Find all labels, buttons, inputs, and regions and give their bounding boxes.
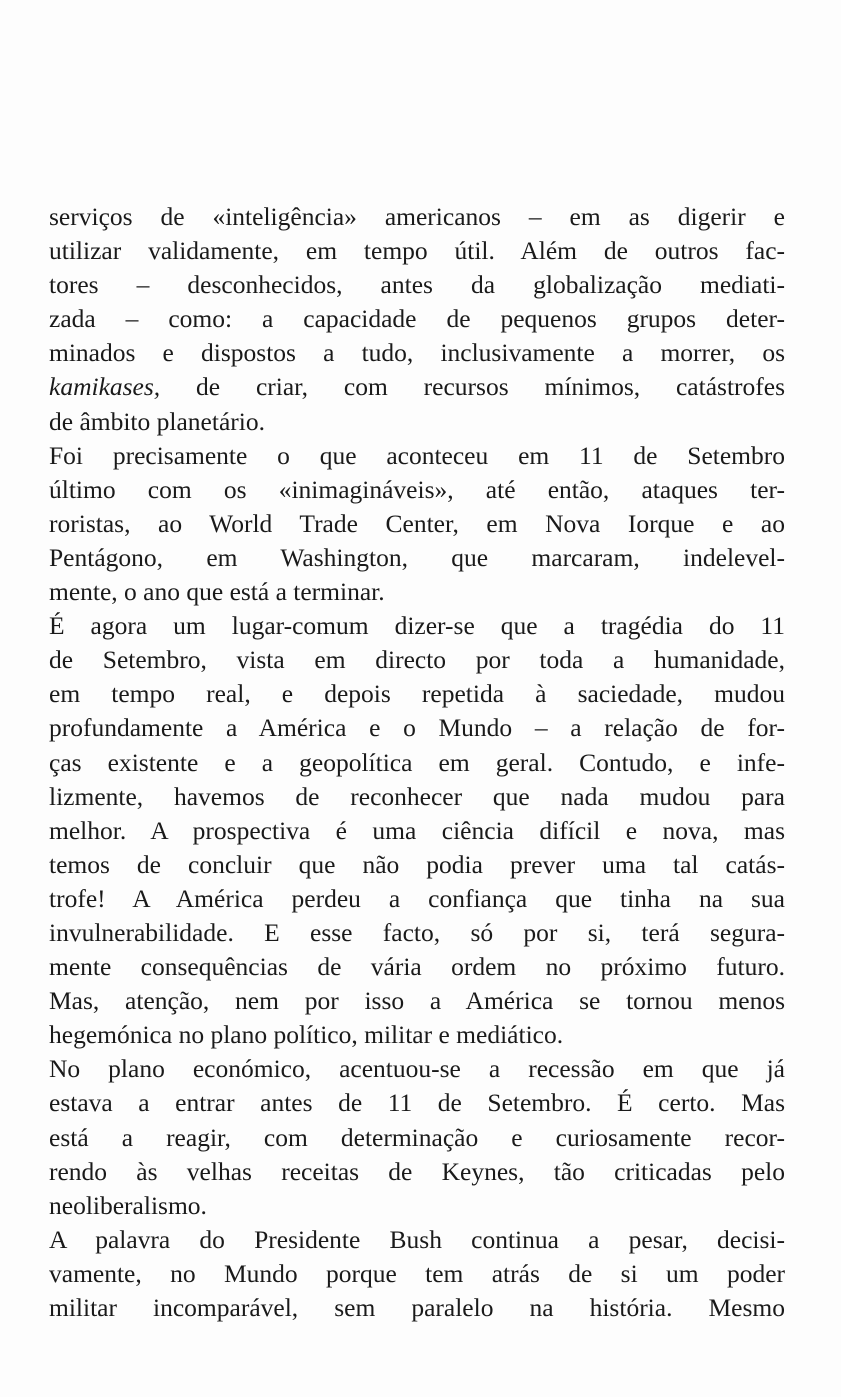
text-line: lizmente, havemos de reconhecer que nada mudou para bbox=[49, 781, 785, 811]
text-line: Foi precisamente o que aconteceu em 11 de Setembro bbox=[49, 440, 785, 470]
text-line: No plano económico, acentuou-se a recessão em que já bbox=[49, 1054, 785, 1084]
text-line: zada – como: a capacidade de pequenos grupos deter- bbox=[49, 304, 785, 334]
text-line: invulnerabilidade. E esse facto, só por si, terá segura- bbox=[49, 917, 785, 947]
text-line: serviços de «inteligência» americanos – em as digerir e bbox=[49, 202, 785, 231]
text-line: minados e dispostos a tudo, inclusivamente a morrer, os bbox=[49, 338, 785, 368]
paragraph-4 bbox=[49, 1052, 785, 1222]
paragraph-3 bbox=[49, 609, 785, 1052]
paragraph-2 bbox=[49, 439, 785, 609]
text-line: em tempo real, e depois repetida à saciedade, mudou bbox=[49, 679, 785, 709]
text-line: mente, o ano que está a terminar. bbox=[49, 577, 385, 607]
text-line: temos de concluir que não podia prever uma tal catás- bbox=[49, 849, 785, 879]
text-line: hegemónica no plano político, militar e mediático. bbox=[49, 1020, 564, 1050]
text-line: kamikases, de criar, com recursos mínimos, catástrofes bbox=[49, 372, 785, 402]
text-line: utilizar validamente, em tempo útil. Além de outros fac- bbox=[49, 236, 785, 266]
text-line: melhor. A prospectiva é uma ciência difícil e nova, mas bbox=[49, 815, 785, 845]
text-line: tores – desconhecidos, antes da globalização mediati- bbox=[49, 270, 785, 300]
text-line: trofe! A América perdeu a confiança que tinha na sua bbox=[49, 883, 785, 913]
text-line: Pentágono, em Washington, que marcaram, indelevel- bbox=[49, 542, 785, 572]
text-line: está a reagir, com determinação e curiosamente recor- bbox=[49, 1122, 785, 1152]
text-line: A palavra do Presidente Bush continua a pesar, decisi- bbox=[49, 1224, 785, 1254]
text-line: último com os «inimagináveis», até então, ataques ter- bbox=[49, 474, 785, 504]
text-line: Mas, atenção, nem por isso a América se tornou menos bbox=[49, 986, 785, 1016]
text-line: de Setembro, vista em directo por toda a humanidade, bbox=[49, 645, 785, 675]
text-line: vamente, no Mundo porque tem atrás de si um poder bbox=[49, 1258, 785, 1288]
text-line: militar incomparável, sem paralelo na história. Mesmo bbox=[49, 1293, 785, 1322]
paragraph-1 bbox=[49, 200, 785, 439]
text-line: rendo às velhas receitas de Keynes, tão criticadas pelo bbox=[49, 1156, 785, 1186]
italic-term: kamikases, bbox=[49, 372, 161, 402]
text-line: neoliberalismo. bbox=[49, 1190, 207, 1220]
text-line: de âmbito planetário. bbox=[49, 406, 265, 436]
text-line: estava a entrar antes de 11 de Setembro. É certo. Mas bbox=[49, 1088, 785, 1118]
body-text bbox=[49, 200, 785, 1325]
text-line: É agora um lugar-comum dizer-se que a tragédia do 11 bbox=[49, 611, 785, 641]
text-line: mente consequências de vária ordem no próximo futuro. bbox=[49, 952, 785, 982]
text-line: roristas, ao World Trade Center, em Nova Iorque e ao bbox=[49, 508, 785, 538]
text-line: profundamente a América e o Mundo – a relação de for- bbox=[49, 713, 785, 743]
text-line: ças existente e a geopolítica em geral. Contudo, e infe- bbox=[49, 747, 785, 777]
paragraph-5 bbox=[49, 1223, 785, 1325]
